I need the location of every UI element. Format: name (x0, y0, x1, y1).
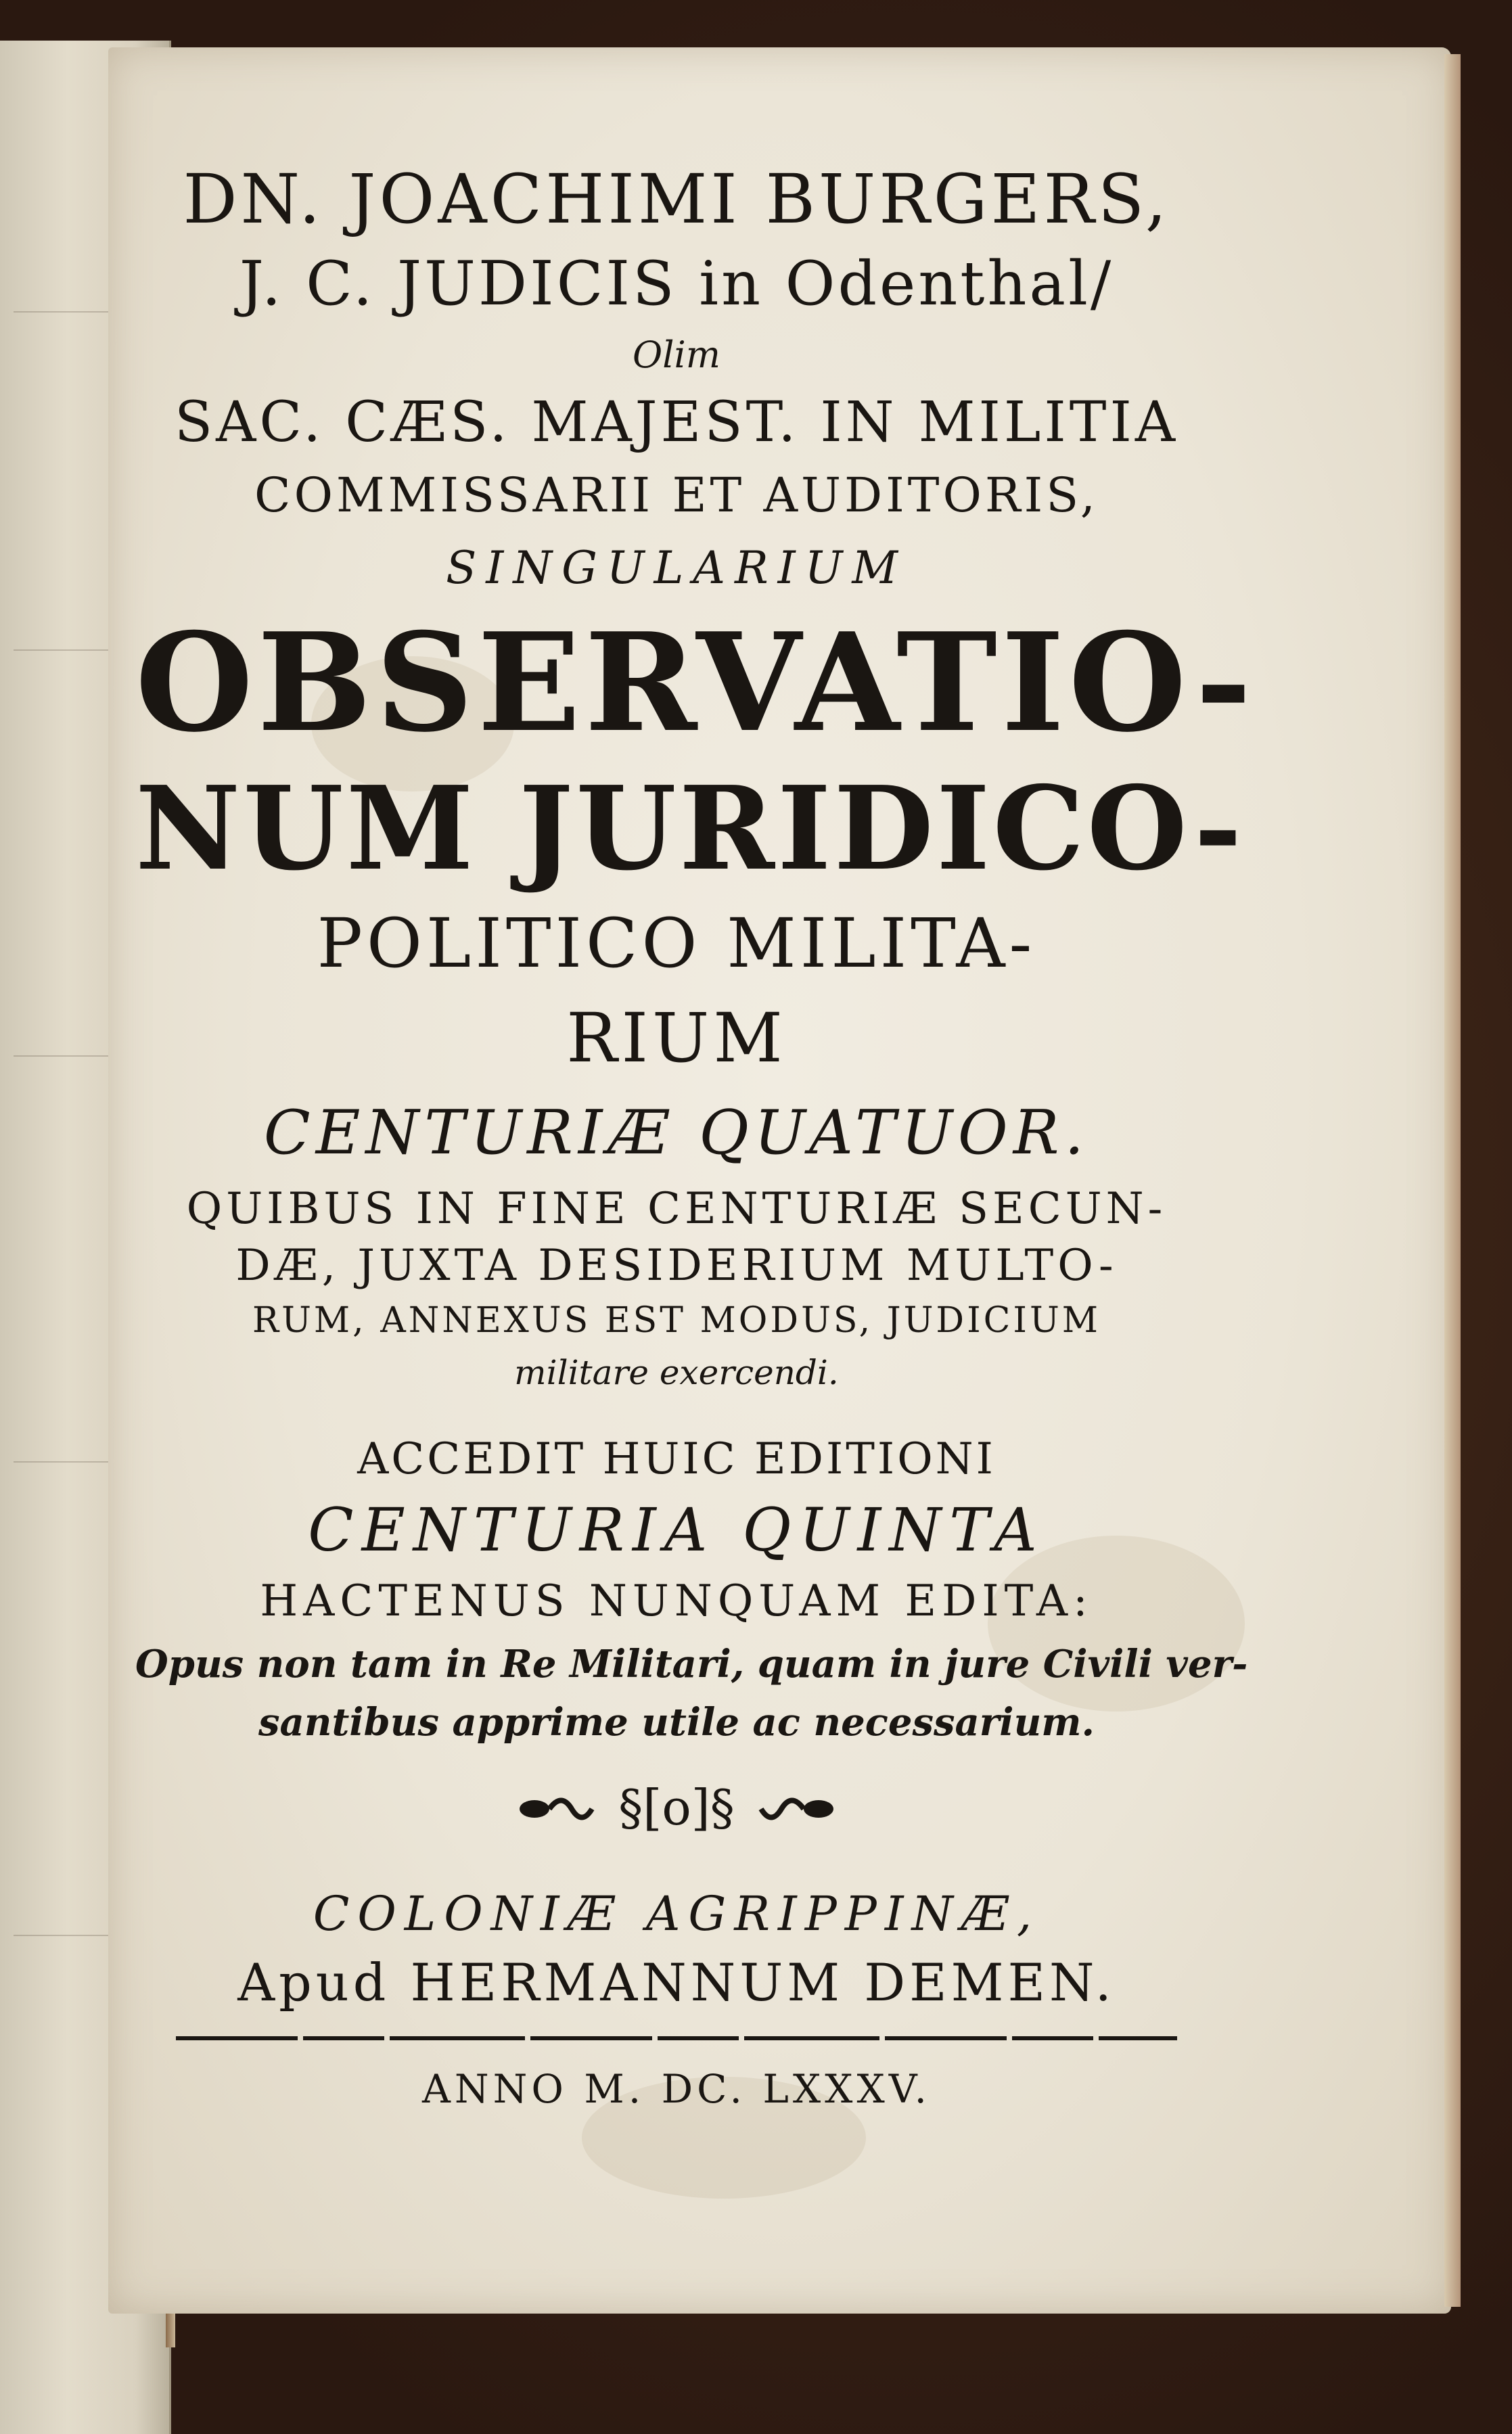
num-juridico-line: NUM JURIDICO- (135, 761, 1245, 896)
decorative-rule (135, 2018, 1218, 2059)
centuriae-line: CENTURIÆ QUATUOR. (263, 1097, 1090, 1168)
centuria-quinta-line: CENTURIA QUINTA (308, 1495, 1045, 1565)
observatio-line: OBSERVATIO- (135, 603, 1256, 762)
commissarii-line: COMMISSARII ET AUDITORIS, (254, 467, 1099, 523)
page-fore-edge (1444, 54, 1461, 2307)
santibus-line: santibus apprime utile ac necessarium. (258, 1700, 1095, 1745)
olim-line: Olim (632, 334, 721, 376)
rum-line: RUM, ANNEXUS EST MODUS, JUDICIUM (252, 1300, 1101, 1341)
fleuron-icon (507, 1778, 846, 1839)
singularium-line: SINGULARIUM (446, 542, 907, 594)
author-line: DN. JOACHIMI BURGERS, (183, 160, 1170, 239)
dae-line: DÆ, JUXTA DESIDERIUM MULTO- (235, 1241, 1118, 1291)
politico-line: POLITICO MILITA- (317, 904, 1036, 983)
rium-line: RIUM (566, 998, 787, 1078)
judicis-line: J. C. JUDICIS in Odenthal/ (239, 248, 1114, 319)
title-text-block (135, 156, 1256, 2119)
imprint-printer-line: Apud HERMANNUM DEMEN. (237, 1952, 1116, 2013)
accedit-line: ACCEDIT HUIC EDITIONI (357, 1434, 996, 1484)
opus-line: Opus non tam in Re Militari, quam in jure Civili ver- (135, 1642, 1248, 1686)
imprint-year-line: ANNO M. DC. LXXXV. (422, 2066, 931, 2112)
rule-icon (176, 2025, 1177, 2052)
printer-ornament (135, 1751, 1218, 1866)
hactenus-line: HACTENUS NUNQUAM EDITA: (260, 1576, 1093, 1626)
quibus-line: QUIBUS IN FINE CENTURIÆ SECUN- (186, 1184, 1167, 1234)
militare-line: militare exercendi. (514, 1353, 839, 1392)
imprint-place-line: COLONIÆ AGRIPPINÆ, (313, 1886, 1040, 1942)
ornament-text: §[o]§ (618, 1779, 735, 1836)
sac-line: SAC. CÆS. MAJEST. IN MILITIA (174, 390, 1179, 455)
